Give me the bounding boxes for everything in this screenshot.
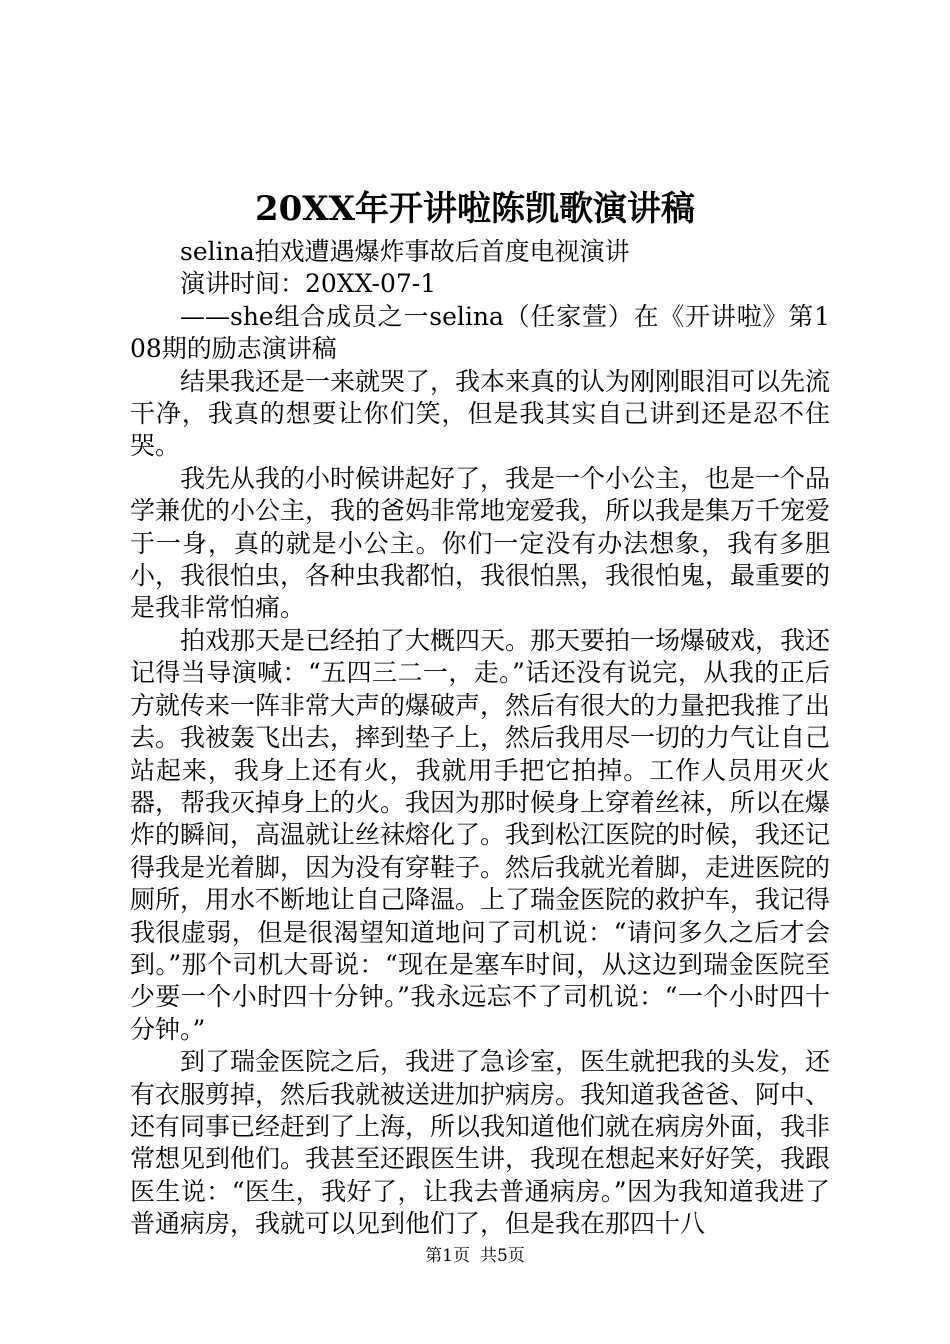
paragraph: 我先从我的小时候讲起好了，我是一个小公主，也是一个品学兼优的小公主，我的爸妈非常地宠爱我，所以我是集万千宠爱于一身，真的就是小公主。你们一定没有办法想象，我有多胆小，我很怕虫，各种虫我都怕，我很怕黑，我很怕鬼，最重要的是我非常怕痛。 (130, 463, 831, 623)
paragraph: 到了瑞金医院之后，我进了急诊室，医生就把我的头发，还有衣服剪掉，然后我就被送进加护病房。我知道我爸爸、阿中、还有同事已经赶到了上海，所以我知道他们就在病房外面，我非常想见到他们。我甚至还跟医生讲，我现在想起来好好笑，我跟医生说：“医生，我好了，让我去普通病房。”因为我知道我进了普通病房，我就可以见到他们了，但是我在那四十八 (130, 1047, 831, 1239)
document-body (130, 236, 830, 1241)
paragraph: 拍戏那天是已经拍了大概四天。那天要拍一场爆破戏，我还记得当导演喊：“五四三二一，走。”话还没有说完，从我的正后方就传来一阵非常大声的爆破声，然后有很大的力量把我推了出去。我被轰飞出去，摔到垫子上，然后我用尽一切的力气让自己站起来，我身上还有火，我就用手把它拍掉。工作人员用灭火器，帮我灭掉身上的火。我因为那时候身上穿着丝袜，所以在爆炸的瞬间，高温就让丝袜熔化了。我到松江医院的时候，我还记得我是光着脚，因为没有穿鞋子。然后我就光着脚，走进医院的厕所，用水不断地让自己降温。上了瑞金医院的救护车，我记得我很虚弱，但是很渴望知道地问了司机说：“请问多久之后才会到。”那个司机大哥说：“现在是塞车时间，从这边到瑞金医院至少要一个小时四十分钟。”我永远忘不了司机说：“一个小时四十分钟。” (130, 625, 831, 1044)
page-total: 共5页 (480, 1246, 525, 1266)
page-number: 第1页 (425, 1246, 470, 1266)
page-footer (0, 1244, 950, 1268)
paragraph: selina拍戏遭遇爆炸事故后首度电视演讲 (180, 237, 630, 266)
paragraph: 结果我还是一来就哭了，我本来真的认为刚刚眼泪可以先流干净，我真的想要让你们笑，但是我其实自己讲到还是忍不住哭。 (130, 366, 831, 461)
document-title: 20XX年开讲啦陈凯歌演讲稿 (254, 189, 696, 229)
paragraph: ——she组合成员之一selina（任家萱）在《开讲啦》第108期的励志演讲稿 (130, 301, 830, 364)
paragraph: 演讲时间：20XX-07-1 (180, 269, 437, 299)
